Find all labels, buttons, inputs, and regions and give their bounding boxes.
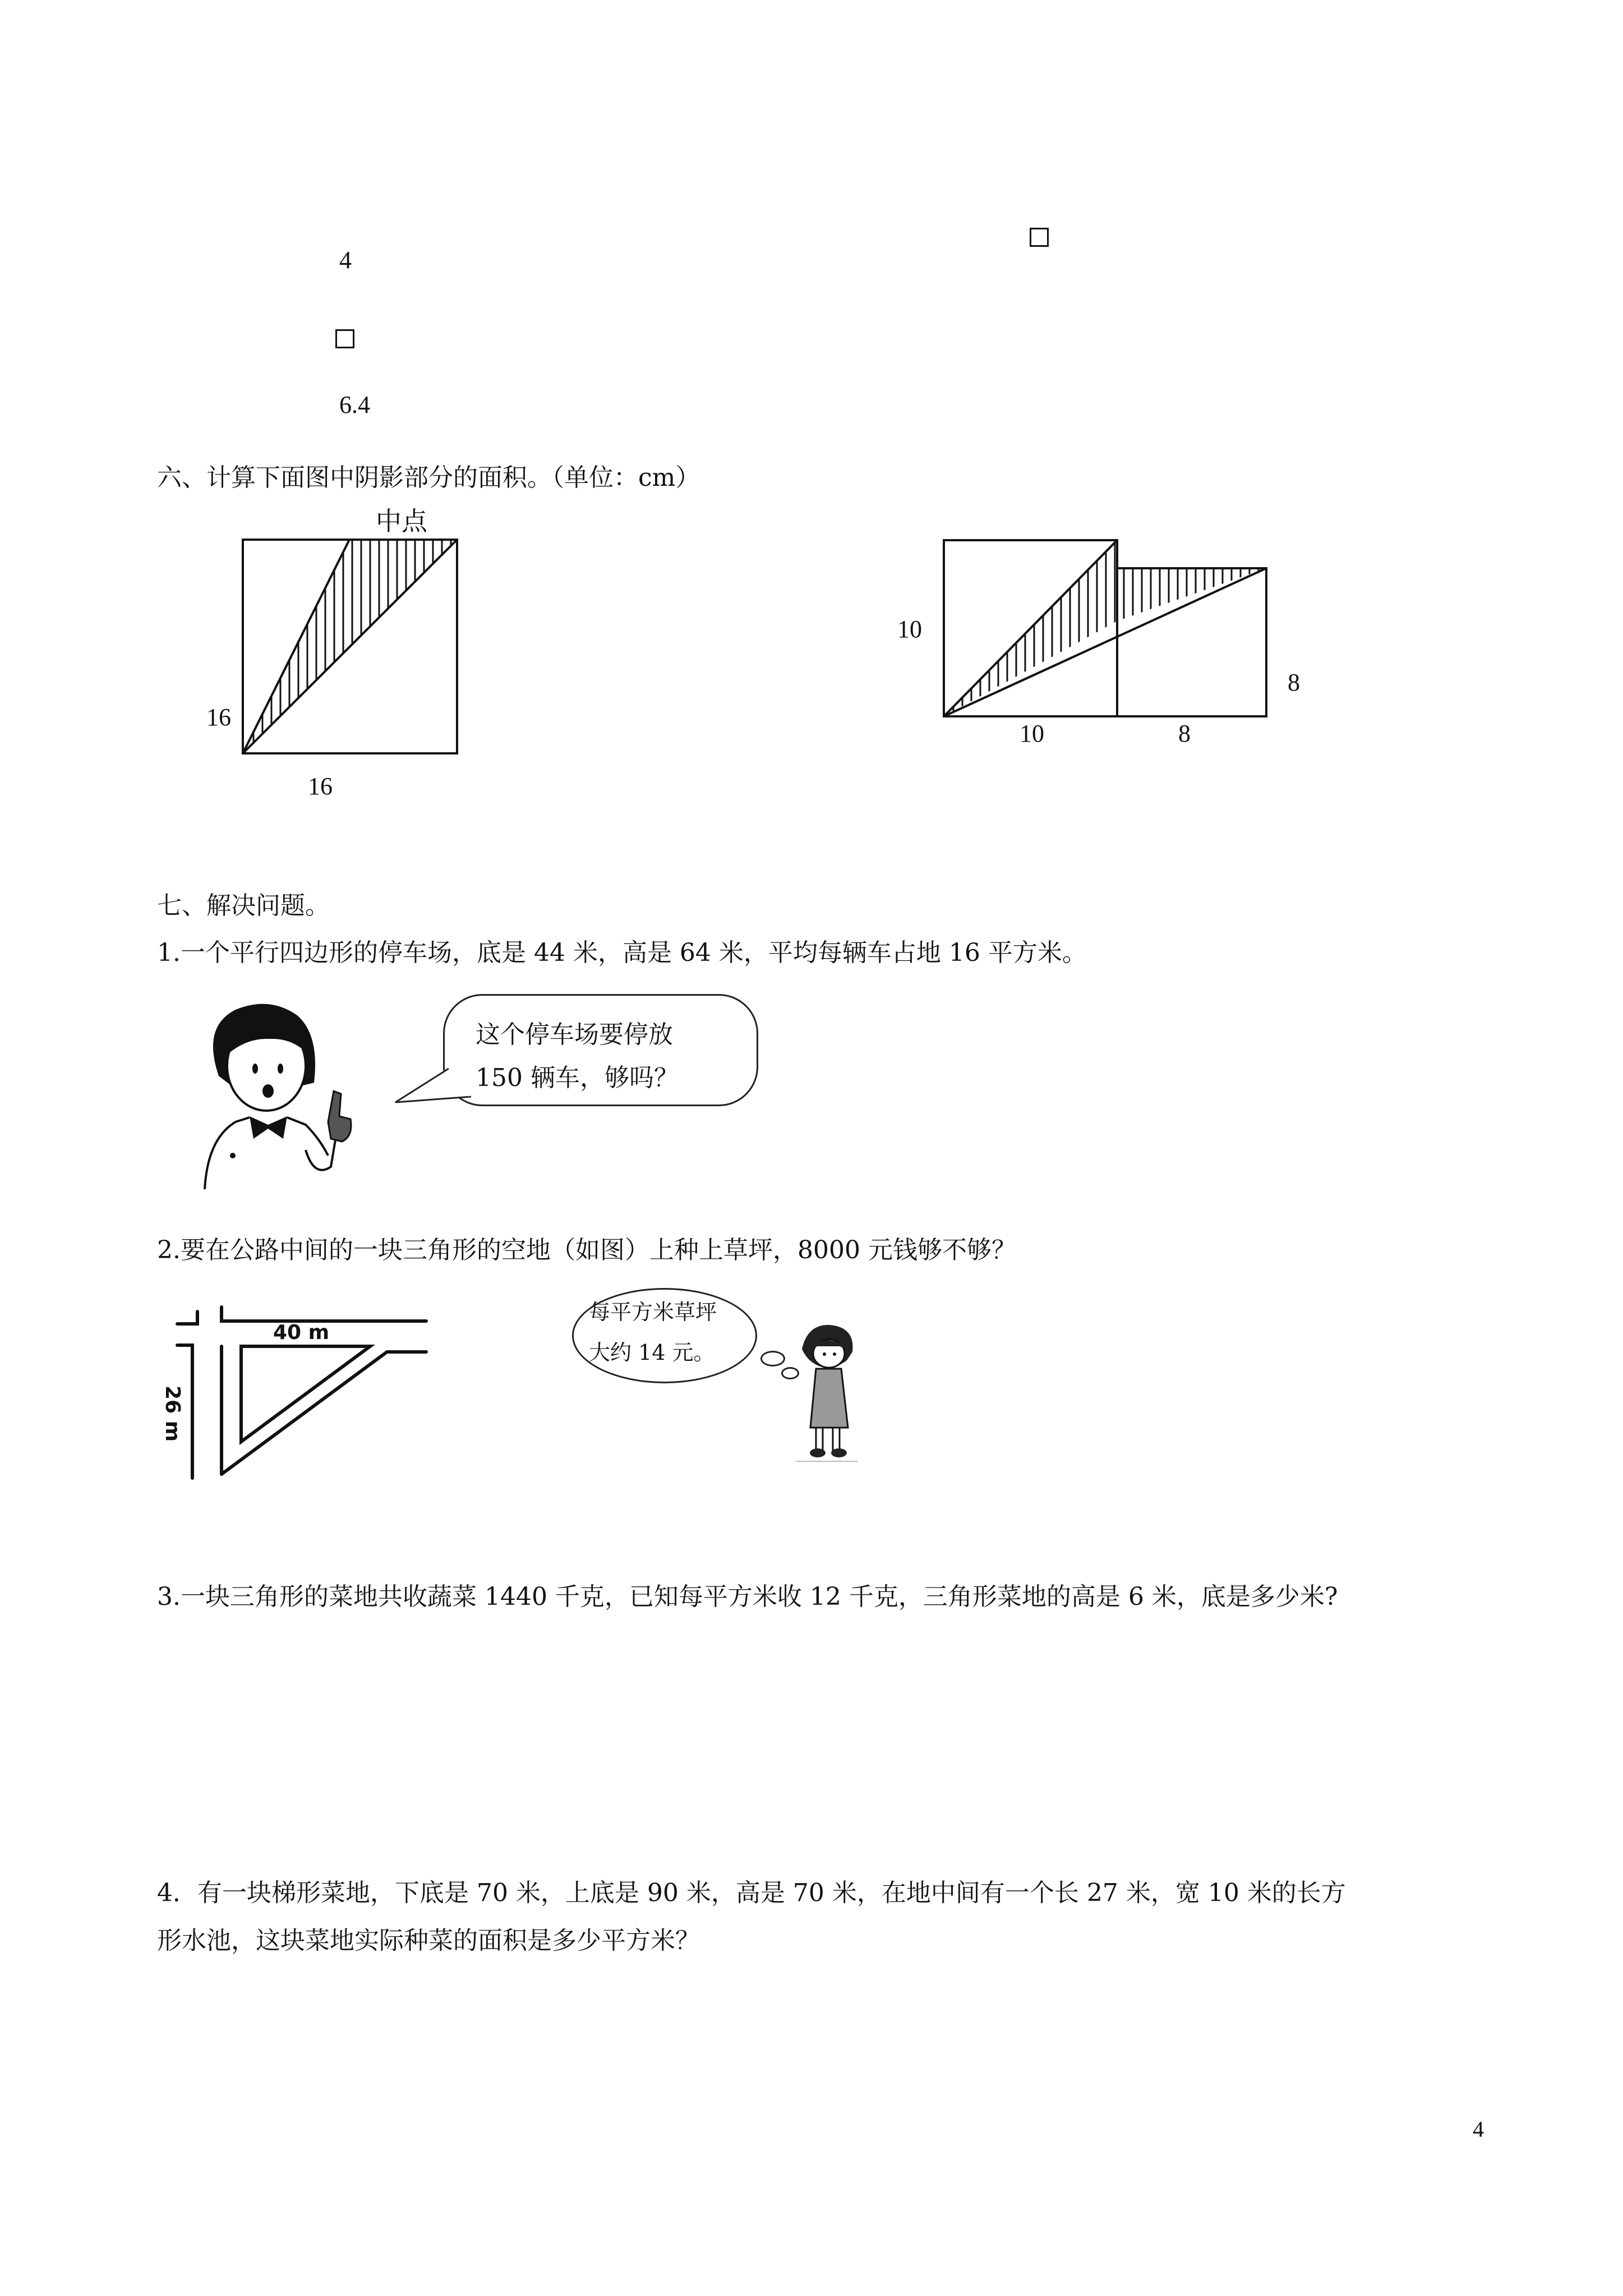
section6-title: 六、计算下面图中阴影部分的面积。（单位：cm） xyxy=(157,463,700,492)
q3-text: 3.一块三角形的菜地共收蔬菜 1440 千克，已知每平方米收 12 千克，三角形菜地的高是 6 米，底是多少米? xyxy=(157,1582,1338,1611)
q1-text: 1.一个平行四边形的停车场，底是 44 米，高是 64 米，平均每辆车占地 16 平方米。 xyxy=(157,938,1087,967)
label-26m: 26 m xyxy=(161,1386,184,1442)
speech-line-2: 150 辆车，够吗？ xyxy=(476,1064,679,1092)
speech-line-1: 这个停车场要停放 xyxy=(476,1020,673,1049)
fig2-bottom-right-label: 8 xyxy=(1178,720,1191,747)
fig2-left-label: 10 xyxy=(897,615,922,643)
section7-title: 七、解决问题。 xyxy=(157,891,330,920)
thought-line-2: 大约 14 元。 xyxy=(589,1340,715,1365)
q4-line1: 4．有一块梯形菜地，下底是 70 米，上底是 90 米，高是 70 米，在地中间有一个长 27 米，宽 10 米的长方 xyxy=(157,1879,1346,1907)
label-4: 4 xyxy=(339,246,352,274)
q2-text: 2.要在公路中间的一块三角形的空地（如图）上种上草坪，8000 元钱够不够？ xyxy=(157,1236,1016,1264)
fig1-midpoint-label: 中点 xyxy=(376,506,427,536)
fig2-bottom-left-label: 10 xyxy=(1020,720,1044,747)
q4-line2: 形水池，这块菜地实际种菜的面积是多少平方米？ xyxy=(157,1926,700,1955)
fig1-bottom-label: 16 xyxy=(308,772,333,800)
fig2-right-label: 8 xyxy=(1288,669,1300,696)
fig1-left-label: 16 xyxy=(206,703,231,731)
thought-line-1: 每平方米草坪 xyxy=(589,1300,717,1324)
label-40m: 40 m xyxy=(273,1321,330,1344)
page-number: 4 xyxy=(1473,2116,1484,2142)
label-6-4: 6.4 xyxy=(339,391,370,418)
